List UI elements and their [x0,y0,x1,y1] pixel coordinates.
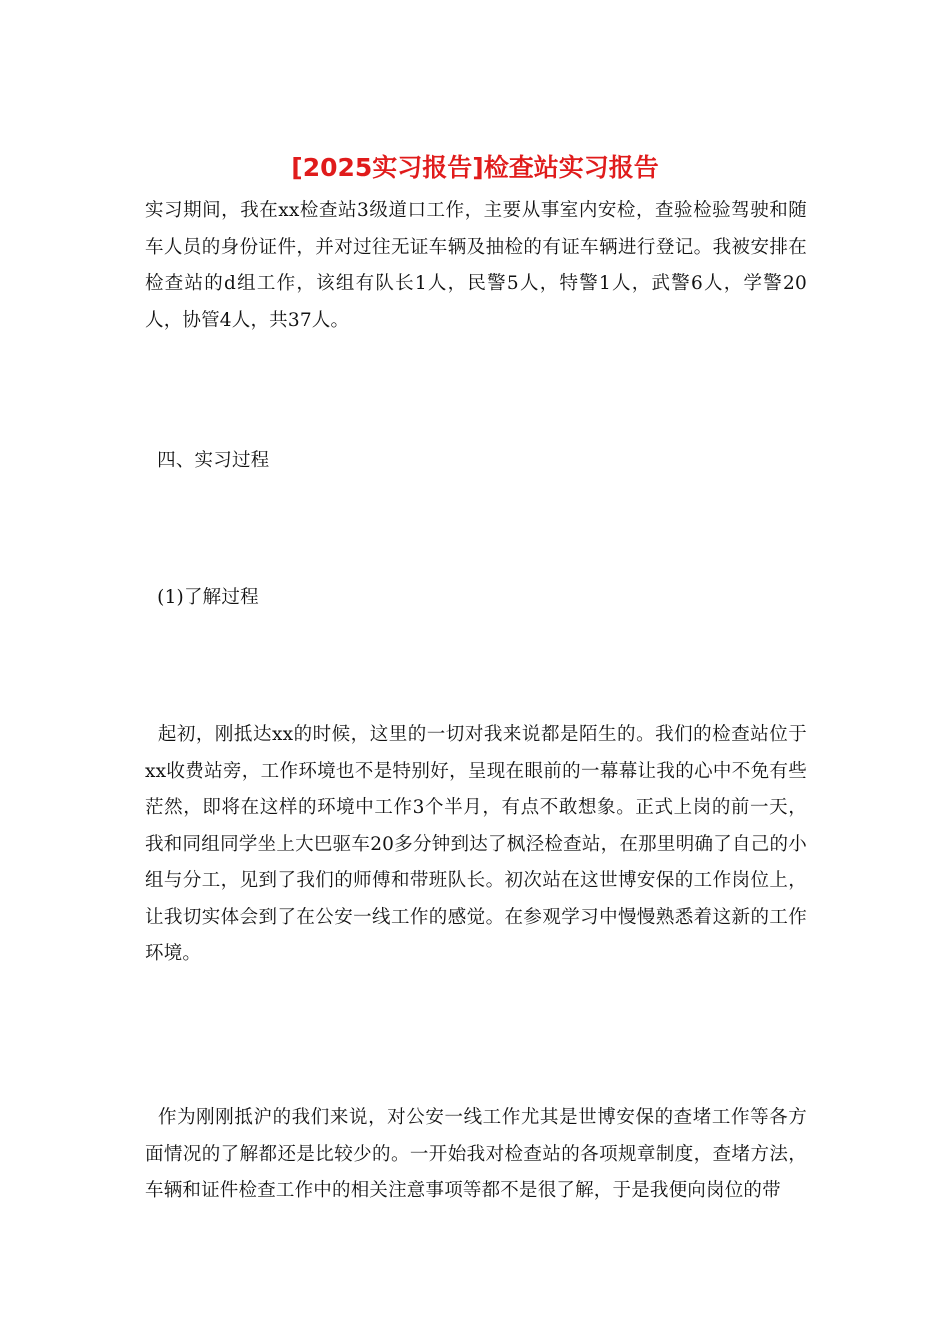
section-heading: 四、实习过程 [145,450,270,471]
subsection-heading: (1)了解过程 [145,587,259,608]
document-title: [2025实习报告]检查站实习报告 [291,153,659,182]
body-paragraph-learning: 作为刚刚抵沪的我们来说，对公安一线工作尤其是世博安保的查堵工作等各方面情况的了解都还是比较少的。一开始我对检查站的各项规章制度，查堵方法，车辆和证件检查工作中的相关注意事项等都不是很了解，于是我便向岗位的带 [145,1107,807,1201]
intro-paragraph: 实习期间，我在xx检查站3级道口工作，主要从事室内安检，查验检验驾驶和随车人员的身份证件，并对过往无证车辆及抽检的有证车辆进行登记。我被安排在检查站的d组工作，该组有队长1人，民警5人，特警1人，武警6人，学警20人，协管4人，共37人。 [145,200,807,331]
body-paragraph-arrival: 起初，刚抵达xx的时候，这里的一切对我来说都是陌生的。我们的检查站位于xx收费站旁，工作环境也不是特别好，呈现在眼前的一幕幕让我的心中不免有些茫然，即将在这样的环境中工作3个半月，有点不敢想象。正式上岗的前一天，我和同组同学坐上大巴驱车20多分钟到达了枫泾检查站，在那里明确了自己的小组与分工，见到了我们的师傅和带班队长。初次站在这世博安保的工作岗位上，让我切实体会到了在公安一线工作的感觉。在参观学习中慢慢熟悉着这新的工作环境。 [145,724,807,964]
